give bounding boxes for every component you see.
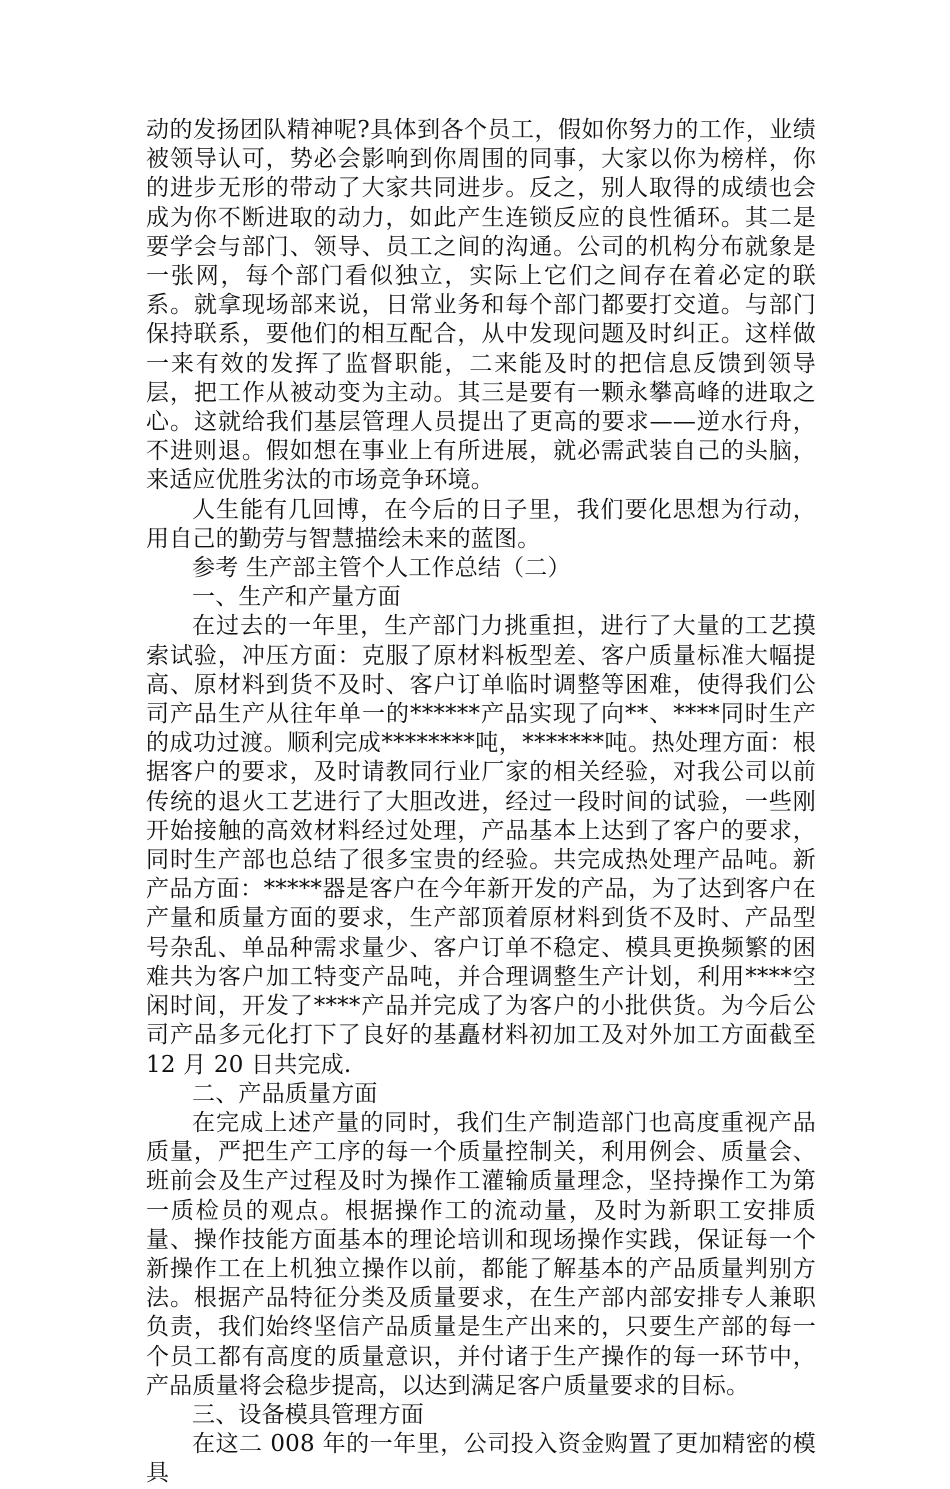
section-title-summary-two: 参考 生产部主管个人工作总结（二） [192,555,571,582]
heading-product-quality: 二、产品质量方面 [192,1080,378,1107]
document-body [146,116,816,1489]
paragraph-equipment-mold: 在这二 008 年的一年里，公司投入资金购置了更加精密的模具 [146,1431,816,1487]
paragraph-product-quality: 在完成上述产量的同时，我们生产制造部门也高度重视产品质量，严把生产工序的每一个质量控制关，利用例会、质量会、班前会及生产过程及时为操作工灌输质量理念，坚持操作工为第一质检员的观点。根据操作工的流动量，及时为新职工安排质量、操作技能方面基本的理论培训和现场操作实践，保证每一个新操作工在上机独立操作以前，都能了解基本的产品质量判别方法。根据产品特征分类及质量要求，在生产部内部安排专人兼职负责，我们始终坚信产品质量是生产出来的，只要生产部的每一个员工都有高度的质量意识，并付诸于生产操作的每一环节中，产品质量将会稳步提高，以达到满足客户质量要求的目标。 [146,1109,816,1399]
paragraph-closing: 人生能有几回博，在今后的日子里，我们要化思想为行动，用自己的勤劳与智慧描绘未来的蓝图。 [146,496,816,552]
heading-production-output: 一、生产和产量方面 [192,584,401,611]
heading-equipment-mold: 三、设备模具管理方面 [192,1401,424,1428]
paragraph-teamwork-continued: 动的发扬团队精神呢?具体到各个员工，假如你努力的工作，业绩被领导认可，势必会影响到你周围的同事，大家以你为榜样，你的进步无形的带动了大家共同进步。反之，别人取得的成绩也会成为你不断进取的动力，如此产生连锁反应的良性循环。其二是要学会与部门、领导、员工之间的沟通。公司的机构分布就象是一张网，每个部门看似独立，实际上它们之间存在着必定的联系。就拿现场部来说，日常业务和每个部门都要打交道。与部门保持联系，要他们的相互配合，从中发现问题及时纠正。这样做一来有效的发挥了监督职能，二来能及时的把信息反馈到领导层，把工作从被动变为主动。其三是要有一颗永攀高峰的进取之心。这就给我们基层管理人员提出了更高的要求——逆水行舟，不进则退。假如想在事业上有所进展，就必需武装自己的头脑，来适应优胜劣汰的市场竞争环境。 [146,117,816,494]
paragraph-production-output: 在过去的一年里，生产部门力挑重担，进行了大量的工艺摸索试验，冲压方面：克服了原材料板型差、客户质量标准大幅提高、原材料到货不及时、客户订单临时调整等困难，使得我们公司产品生产从往年单一的******产品实现了向**、****同时生产的成功过渡。顺利完成********吨，*******吨。热处理方面：根据客户的要求，及时请教同行业厂家的相关经验，对我公司以前传统的退火工艺进行了大胆改进，经过一段时间的试验，一些刚开始接触的高效材料经过处理，产品基本上达到了客户的要求，同时生产部也总结了很多宝贵的经验。共完成热处理产品吨。新产品方面：*****器是客户在今年新开发的产品，为了达到客户在产量和质量方面的要求，生产部顶着原材料到货不及时、产品型号杂乱、单品种需求量少、客户订单不稳定、模具更换频繁的困难共为客户加工特变产品吨，并合理调整生产计划，利用****空闲时间，开发了****产品并完成了为客户的小批供货。为今后公司产品多元化打下了良好的基矗材料初加工及对外加工方面截至 12 月 20 日共完成. [146,613,816,1078]
